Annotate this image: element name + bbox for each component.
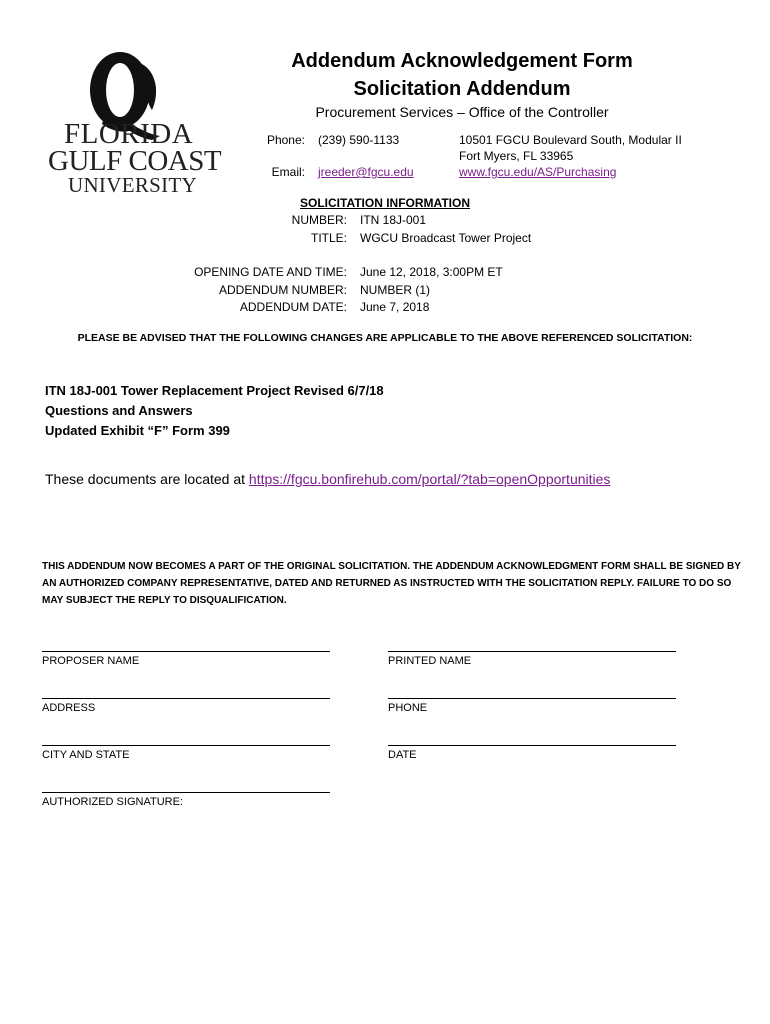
email-label: Email: <box>271 165 305 179</box>
email-link[interactable]: jreeder@fgcu.edu <box>318 165 414 179</box>
number-label: NUMBER: <box>291 213 347 227</box>
authorized-signature-label: AUTHORIZED SIGNATURE: <box>42 796 183 808</box>
address-line2: Fort Myers, FL 33965 <box>459 149 574 163</box>
printed-name-line[interactable] <box>388 651 676 652</box>
office-name: Procurement Services – Office of the Controller <box>315 104 609 120</box>
logo-line-university: UNIVERSITY <box>68 173 197 197</box>
date-line[interactable] <box>388 745 676 746</box>
form-subtitle: Solicitation Addendum <box>353 78 571 100</box>
opening-value: June 12, 2018, 3:00PM ET <box>360 265 503 279</box>
document-item: Updated Exhibit “F” Form 399 <box>45 423 230 438</box>
documents-list <box>45 381 384 441</box>
city-state-line[interactable] <box>42 745 330 746</box>
bonfire-portal-link[interactable]: https://fgcu.bonfirehub.com/portal/?tab=openOpportunities <box>248 471 611 487</box>
proposer-name-label: PROPOSER NAME <box>42 655 140 667</box>
logo-line-gulf-coast: GULF COAST <box>48 145 222 177</box>
address-line[interactable] <box>42 698 330 699</box>
location-text: These documents are located at <box>45 471 246 487</box>
document-item: ITN 18J-001 Tower Replacement Project Revised 6/7/18 <box>45 383 384 398</box>
website-link[interactable]: www.fgcu.edu/AS/Purchasing <box>459 165 617 179</box>
proposer-name-line[interactable] <box>42 651 330 652</box>
title-value: WGCU Broadcast Tower Project <box>360 231 532 245</box>
address-line1: 10501 FGCU Boulevard South, Modular II <box>459 133 682 147</box>
opening-label: OPENING DATE AND TIME: <box>194 265 347 279</box>
solicitation-heading: SOLICITATION INFORMATION <box>300 196 470 210</box>
advisory-notice: PLEASE BE ADVISED THAT THE FOLLOWING CHANGES ARE APPLICABLE TO THE ABOVE REFERENCED SOLICITATION: <box>77 332 693 344</box>
date-label: DATE <box>388 749 417 761</box>
document-item: Questions and Answers <box>45 403 193 418</box>
phone-label: Phone: <box>266 133 305 147</box>
authorized-signature-line[interactable] <box>42 792 330 793</box>
phone-line[interactable] <box>388 698 676 699</box>
title-label: TITLE: <box>310 231 347 245</box>
phone-field-label: PHONE <box>388 702 428 714</box>
addendum-number-label: ADDENDUM NUMBER: <box>218 283 347 297</box>
number-value: ITN 18J-001 <box>360 213 427 227</box>
city-state-label: CITY AND STATE <box>42 749 130 761</box>
addendum-date-value: June 7, 2018 <box>360 300 430 314</box>
disqualification-notice: THIS ADDENDUM NOW BECOMES A PART OF THE ORIGINAL SOLICITATION. THE ADDENDUM ACKNOWLEDGMENT FORM SHALL BE SIGNED BY AN AUTHORIZED COMPANY REPRESENTATIVE, DATED AND RETURNED AS INSTRUCTED WITH THE SOLICITATION REPLY. FAILURE TO DO SO MAY SUBJECT THE REPLY TO DISQUALIFICATION. <box>42 561 741 606</box>
logo-line-florida: FLORIDA <box>64 118 194 150</box>
form-title: Addendum Acknowledgement Form <box>291 50 633 72</box>
printed-name-label: PRINTED NAME <box>388 655 472 667</box>
address-label: ADDRESS <box>42 702 96 714</box>
addendum-date-label: ADDENDUM DATE: <box>239 300 347 314</box>
phone-value: (239) 590-1133 <box>318 133 400 147</box>
addendum-number-value: NUMBER (1) <box>360 283 431 297</box>
documents-location <box>45 471 610 487</box>
